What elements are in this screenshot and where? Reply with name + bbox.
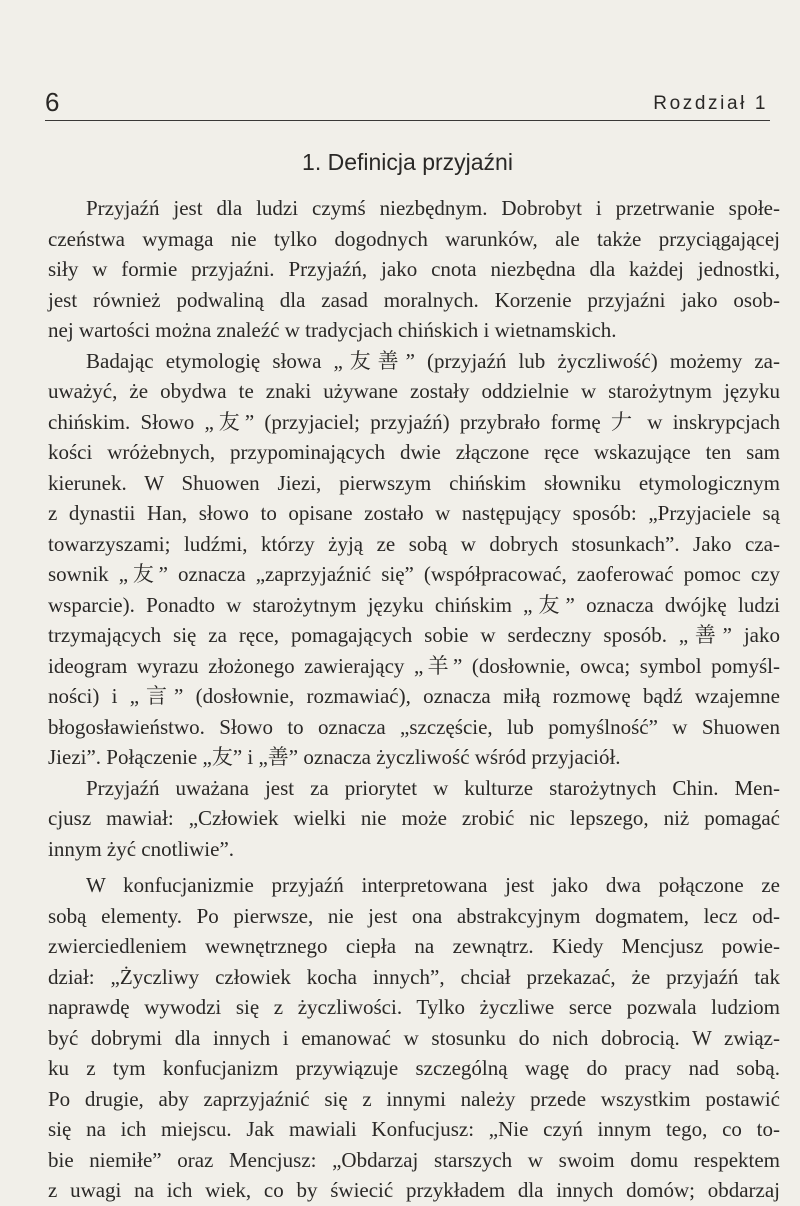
body-text	[48, 193, 780, 1206]
text-line: cjusz mawiał: „Człowiek wielki nie może zrobić nic lepszego, niż pomagać	[48, 806, 780, 830]
text-line: Jiezi”. Połączenie „友” i „善” oznacza życzliwość wśród przyjaciół.	[48, 745, 621, 769]
running-head: Rozdział 1	[653, 93, 768, 114]
section-title: 1. Definicja przyjaźni	[302, 149, 513, 175]
text-line: ideogram wyrazu złożonego zawierający „羊” (dosłownie, owca; symbol pomyśl-	[48, 653, 780, 678]
text-line: dział: „Życzliwy człowiek kocha innych”, chciał przekazać, że przyjaźń tak	[48, 964, 780, 989]
text-line: Badając etymologię słowa „友善” (przyjaźń lub życzliwość) możemy za-	[86, 348, 780, 373]
text-line: ku z tym konfucjanizm przywiązuje szczególną wagę do pracy nad sobą.	[48, 1056, 780, 1080]
page-number: 6	[45, 87, 60, 117]
text-line: ności) i „言” (dosłownie, rozmawiać), oznacza miłą rozmowę bądź wzajemne	[48, 684, 780, 708]
text-line: z uwagi na ich wiek, co by świecić przykładem dla innych domów; obdarzaj	[48, 1178, 780, 1202]
text-line: wsparcie). Ponadto w starożytnym języku chińskim „友” oznacza dwójkę ludzi	[48, 592, 780, 617]
text-line: Po drugie, aby zaprzyjaźnić się z innymi należy przede wszystkim postawić	[48, 1086, 780, 1111]
text-line: siły w formie przyjaźni. Przyjaźń, jako cnota niezbędna dla każdej jednostki,	[48, 257, 780, 281]
text-line: z dynastii Han, słowo to opisane zostało w następujący sposób: „Przyjaciele są	[48, 501, 780, 525]
text-line: być dobrymi dla innych i emanować w stosunku do nich dobrocią. W związ-	[48, 1025, 780, 1050]
text-line: Przyjaźń uważana jest za priorytet w kulturze starożytnych Chin. Men-	[86, 775, 780, 800]
text-line: innym żyć cnotliwie”.	[48, 836, 235, 861]
text-line: trzymających się za ręce, pomagających sobie w serdeczny sposób. „善” jako	[48, 623, 780, 647]
text-line: Przyjaźń jest dla ludzi czymś niezbędnym. Dobrobyt i przetrwanie społe-	[86, 196, 780, 220]
text-line: błogosławieństwo. Słowo to oznacza „szczęście, lub pomyślność” w Shuowen	[48, 714, 780, 739]
text-line: czeństwa wymaga nie tylko dogodnych warunków, ale także przyciągającej	[48, 226, 780, 251]
text-line: zwierciedleniem wewnętrznego ciepła na zewnątrz. Kiedy Mencjusz powie-	[48, 934, 780, 958]
text-line: naprawdę wywodzi się z życzliwości. Tylko życzliwe serce pozwala ludziom	[48, 995, 780, 1019]
text-line: bie niemiłe” oraz Mencjusz: „Obdarzaj starszych w swoim domu respektem	[48, 1147, 780, 1172]
text-line: sownik „友” oznacza „zaprzyjaźnić się” (współpracować, zaoferować pomoc czy	[48, 562, 780, 586]
text-line: chińskim. Słowo „友” (przyjaciel; przyjaźń) przybrało formę 𠂇 w inskrypcjach	[48, 409, 780, 434]
text-line: się na ich miejscu. Jak mawiali Konfucjusz: „Nie czyń innym tego, co to-	[48, 1117, 780, 1141]
text-line: towarzyszami; ludźmi, którzy żyją ze sobą w dobrych stosunkach”. Jako cza-	[48, 531, 780, 556]
text-line: jest również podwaliną dla zasad moralnych. Korzenie przyjaźni jako osob-	[48, 287, 780, 312]
page-header	[45, 86, 770, 121]
text-line: nej wartości można znaleźć w tradycjach chińskich i wietnamskich.	[48, 318, 617, 342]
text-line: kości wróżebnych, przypominających dwie złączone ręce wskazujące ten sam	[48, 440, 780, 464]
text-line: kierunek. W Shuowen Jiezi, pierwszym chińskim słowniku etymologicznym	[48, 470, 780, 495]
text-line: uważyć, że obydwa te znaki używane zostały oddzielnie w starożytnym języku	[48, 379, 780, 403]
text-line: sobą elementy. Po pierwsze, nie jest ona abstrakcyjnym dogmatem, lecz od-	[48, 903, 780, 928]
text-line: W konfucjanizmie przyjaźń interpretowana jest jako dwa połączone ze	[86, 873, 780, 897]
